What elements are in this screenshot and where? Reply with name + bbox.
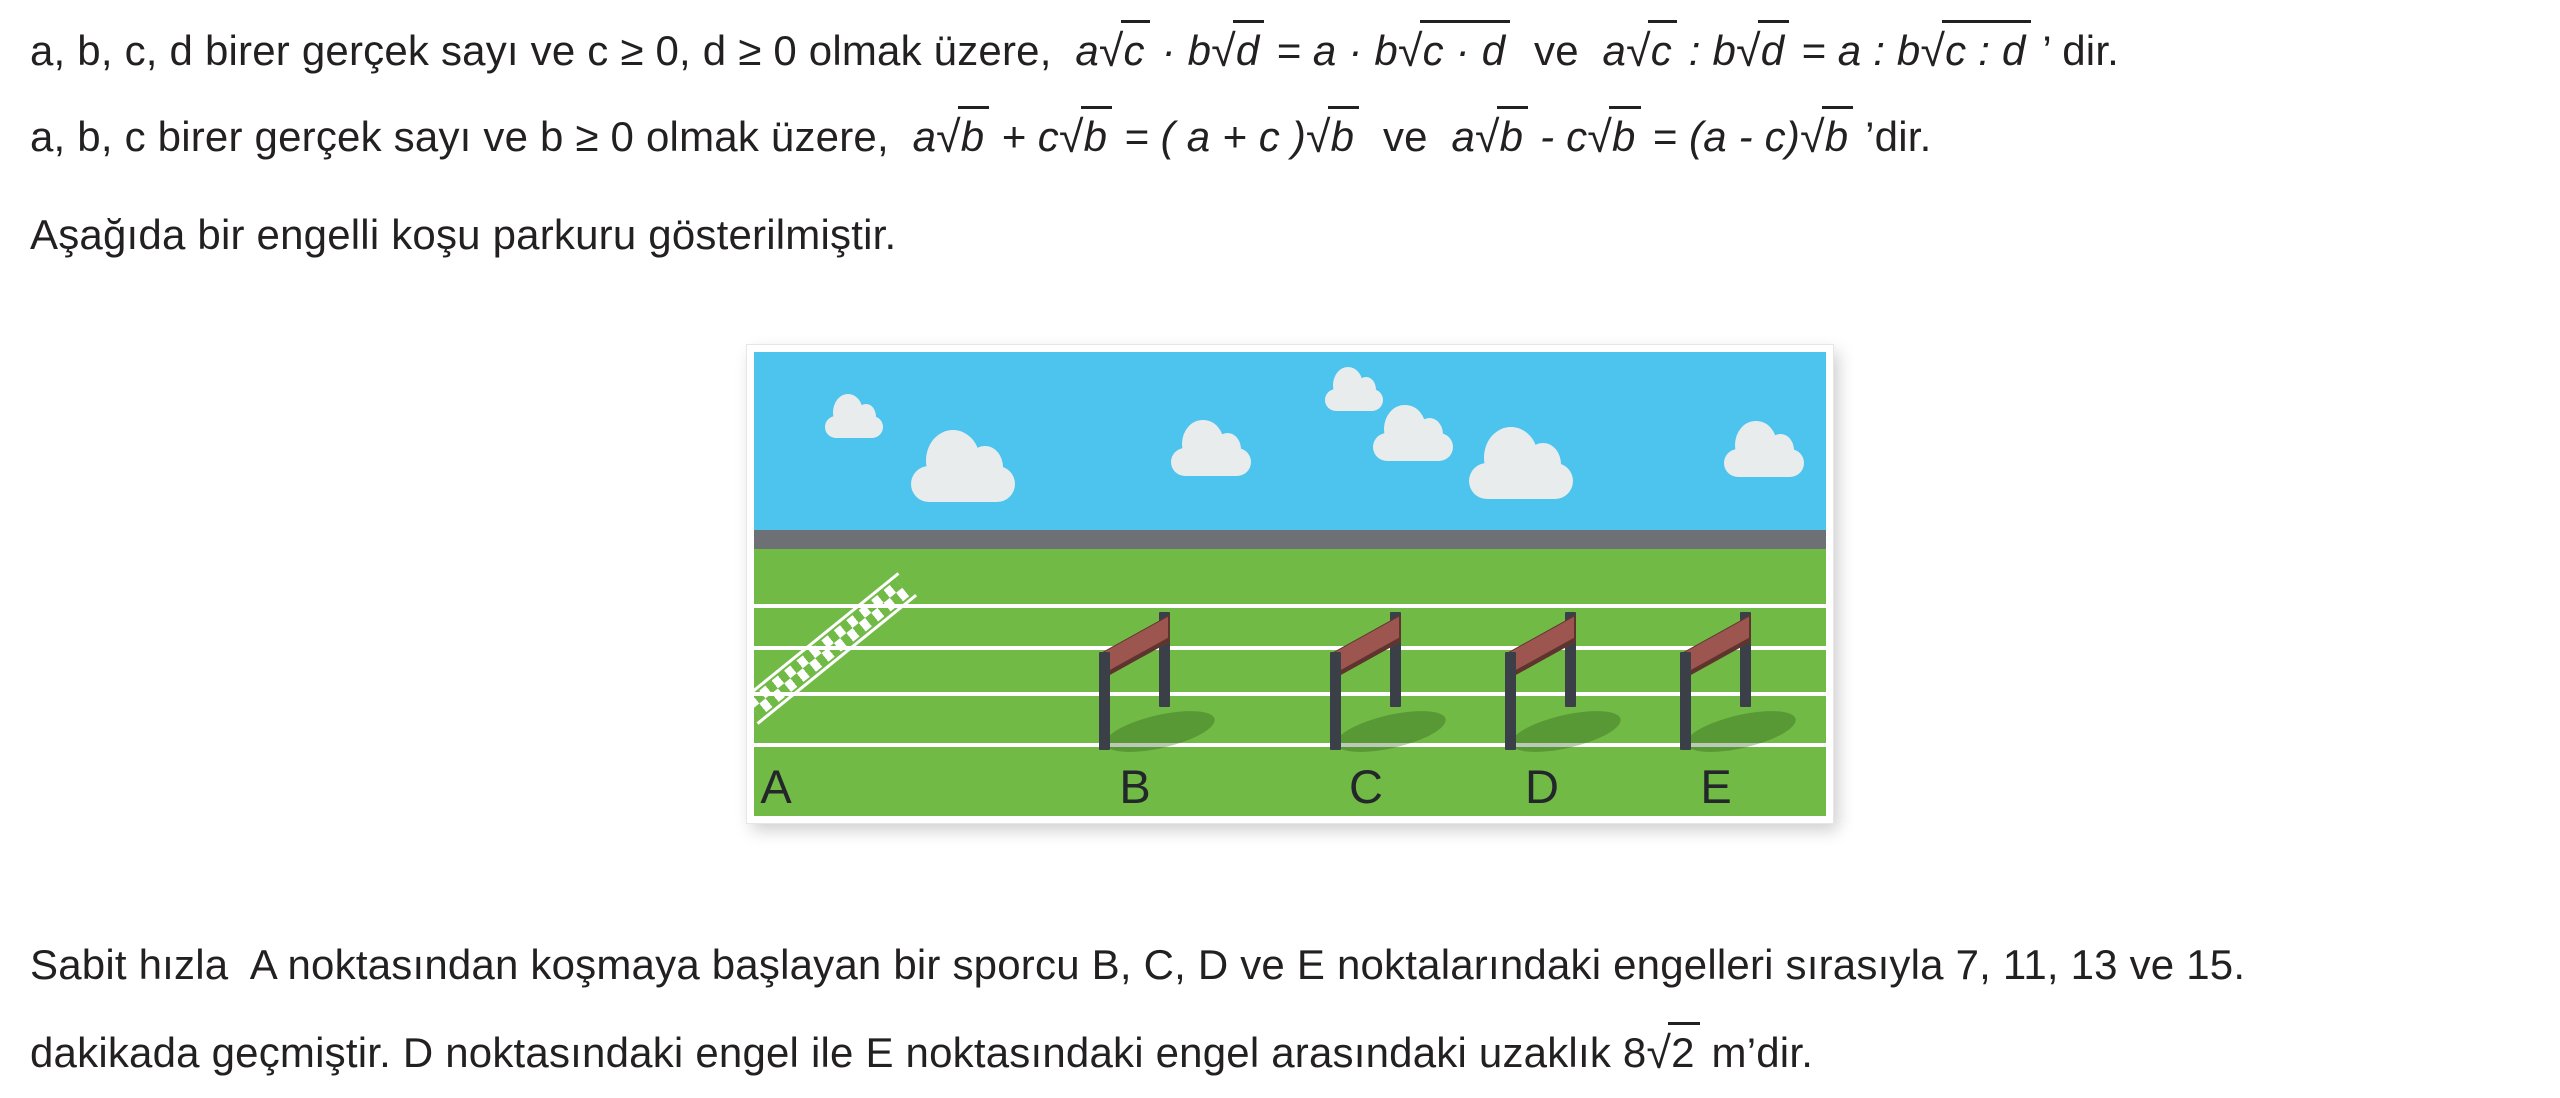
lane-line xyxy=(754,743,1826,747)
sqrt-expression xyxy=(1736,20,1789,79)
radical-icon: √ xyxy=(1098,27,1124,76)
hurdle-e xyxy=(1680,612,1751,749)
hurdle-b xyxy=(1099,612,1170,749)
hurdle-shadow xyxy=(1508,703,1625,760)
math-text: · b xyxy=(1149,27,1212,74)
radical-icon: √ xyxy=(1736,27,1761,76)
hurdle-c xyxy=(1330,612,1401,749)
radicand: b xyxy=(1497,106,1529,165)
hurdle-left-post xyxy=(1330,652,1341,750)
radical-icon: √ xyxy=(1800,113,1825,162)
cloud-icon xyxy=(1171,448,1251,476)
radical-icon: √ xyxy=(1475,113,1500,162)
radicand: b xyxy=(1822,106,1854,165)
math-text: - c xyxy=(1528,113,1588,160)
plain-text: ’ dir. xyxy=(2030,27,2120,74)
radical-icon: √ xyxy=(936,113,961,162)
sqrt-expression xyxy=(1800,106,1853,165)
sqrt-expression xyxy=(1475,106,1528,165)
math-text: a xyxy=(1451,113,1476,160)
radicand: b xyxy=(1609,106,1641,165)
radicand: d xyxy=(1758,20,1790,79)
sqrt-expression xyxy=(1626,20,1677,79)
hurdle-left-post xyxy=(1505,652,1516,750)
math-text: : b xyxy=(1676,27,1737,74)
sqrt-expression xyxy=(1646,1022,1699,1081)
cloud-icon xyxy=(825,416,883,438)
sqrt-expression xyxy=(936,106,989,165)
rule-line-addition-subtraction xyxy=(30,106,1932,165)
plain-text: Sabit hızla A noktasından koşmaya başlayan bir sporcu B, C, D ve E noktalarındaki engelleri sırasıyla 7, 11, 13 ve 15. xyxy=(30,941,2246,988)
radicand: c · d xyxy=(1420,20,1511,79)
math-text: = a · b xyxy=(1264,27,1398,74)
running-field xyxy=(754,549,1826,816)
sqrt-expression xyxy=(1587,106,1640,165)
math-text: = (a - c) xyxy=(1640,113,1801,160)
lane-line xyxy=(754,692,1826,696)
problem-line-1 xyxy=(30,938,2245,993)
cloud-icon xyxy=(1373,433,1453,461)
radicand: b xyxy=(958,106,990,165)
sqrt-expression xyxy=(1059,106,1112,165)
radical-icon: √ xyxy=(1211,27,1236,76)
radicand: c : d xyxy=(1942,20,2030,79)
radical-icon: √ xyxy=(1646,1029,1672,1078)
figure-intro-line xyxy=(30,208,896,263)
lane-line xyxy=(754,604,1826,608)
math-text: = ( a + c ) xyxy=(1112,113,1307,160)
point-label-b: B xyxy=(1119,760,1151,813)
radical-icon: √ xyxy=(1587,113,1612,162)
sqrt-expression xyxy=(1099,20,1150,79)
rule-line-multiplication-division xyxy=(30,20,2119,79)
radical-icon: √ xyxy=(1626,27,1651,76)
point-label-d: D xyxy=(1525,760,1559,813)
hurdle-d xyxy=(1505,612,1576,749)
math-text: + c xyxy=(989,113,1059,160)
cloud-icon xyxy=(1724,449,1804,477)
radical-icon: √ xyxy=(1397,27,1423,76)
horizon-band xyxy=(754,530,1826,549)
plain-text: a, b, c birer gerçek sayı ve b ≥ 0 olmak üzere, xyxy=(30,113,913,160)
radical-icon: √ xyxy=(1059,113,1084,162)
hurdle-shadow xyxy=(1333,703,1450,760)
plain-text: ve xyxy=(1359,113,1452,160)
point-label-a: A xyxy=(760,760,792,813)
radicand: 2 xyxy=(1668,1022,1700,1081)
sqrt-expression xyxy=(1211,20,1264,79)
plain-text: ’dir. xyxy=(1853,113,1932,160)
math-text: a xyxy=(1602,27,1627,74)
hurdle-shadow xyxy=(1102,703,1219,760)
plain-text: a, b, c, d birer gerçek sayı ve c ≥ 0, d ≥ 0 olmak üzere, xyxy=(30,27,1076,74)
figure-canvas xyxy=(754,352,1826,816)
plain-text: Aşağıda bir engelli koşu parkuru gösterilmiştir. xyxy=(30,211,897,258)
math-text: a xyxy=(912,113,937,160)
lane-line xyxy=(754,646,1826,650)
point-label-c: C xyxy=(1349,760,1383,813)
cloud-icon xyxy=(1469,463,1573,499)
math-text: a xyxy=(1075,27,1099,74)
radical-icon: √ xyxy=(1920,27,1946,76)
hurdle-shadow xyxy=(1683,703,1800,760)
radical-icon: √ xyxy=(1306,113,1331,162)
plain-text: dakikada geçmiştir. D noktasındaki engel ile E noktasındaki engel arasındaki uzaklık xyxy=(30,1029,1623,1076)
sqrt-expression xyxy=(1921,20,2031,79)
sqrt-expression xyxy=(1306,106,1359,165)
radicand: b xyxy=(1328,106,1360,165)
cloud-icon xyxy=(911,466,1015,502)
radicand: c xyxy=(1648,20,1677,79)
hurdle-left-post xyxy=(1680,652,1691,750)
radicand: d xyxy=(1233,20,1265,79)
hurdle-left-post xyxy=(1099,652,1110,750)
plain-text: 8 xyxy=(1622,1029,1647,1076)
math-text: = a : b xyxy=(1789,27,1921,74)
radicand: b xyxy=(1081,106,1113,165)
cloud-icon xyxy=(1325,389,1383,411)
problem-line-2 xyxy=(30,1022,1813,1081)
plain-text: ve xyxy=(1510,27,1603,74)
point-label-e: E xyxy=(1700,760,1732,813)
obstacle-course-figure xyxy=(747,345,1833,823)
plain-text: m’dir. xyxy=(1699,1029,1814,1076)
sqrt-expression xyxy=(1398,20,1510,79)
radicand: c xyxy=(1121,20,1150,79)
sky xyxy=(754,352,1826,530)
